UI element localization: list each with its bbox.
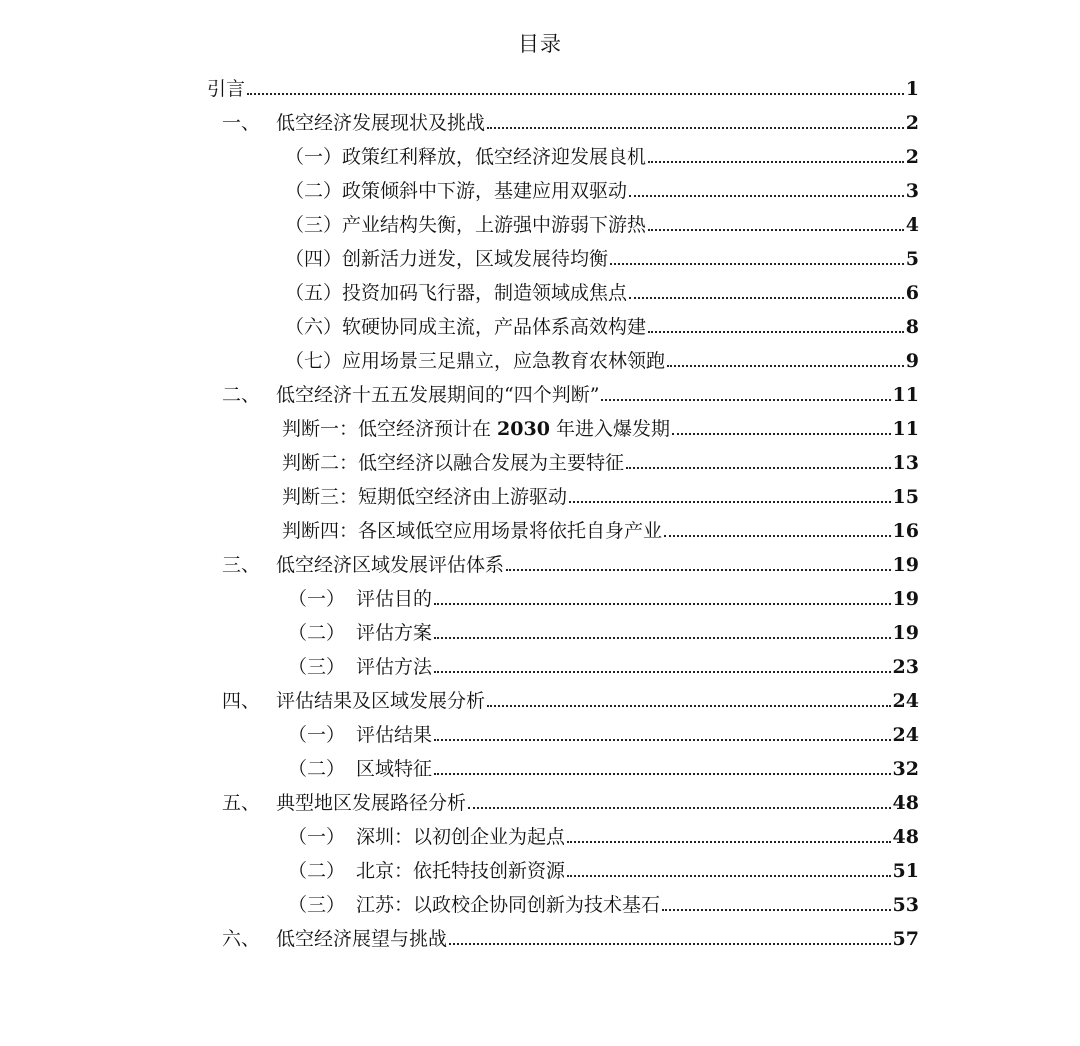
dot-leader <box>629 296 904 299</box>
toc-entry-section-3-2[interactable] <box>288 616 919 646</box>
dot-leader <box>672 432 891 435</box>
toc-entry-judgment-3[interactable] <box>282 480 919 510</box>
toc-entry-page: 11 <box>892 384 919 406</box>
toc-entry-label: （三）产业结构失衡，上游强中游弱下游热 <box>285 214 647 236</box>
toc-entry-number: 一、 <box>222 112 261 134</box>
toc-entry-chapter-3[interactable] <box>222 548 919 578</box>
dot-leader <box>468 806 891 809</box>
toc-entry-page: 9 <box>905 350 919 372</box>
toc-entry-label: （六）软硬协同成主流，产品体系高效构建 <box>285 316 647 338</box>
toc-entry-number: （二） <box>288 758 346 780</box>
toc-entry-chapter-1[interactable] <box>222 106 919 136</box>
toc-label-year: 2030 <box>497 418 550 440</box>
toc-entry-judgment-2[interactable] <box>282 446 919 476</box>
toc-entry-label: （七）应用场景三足鼎立，应急教育农林领跑 <box>285 350 666 372</box>
toc-entry-intro[interactable] <box>207 72 919 102</box>
toc-entry-page: 48 <box>892 826 919 848</box>
toc-entry-label: 判断四：各区域低空应用场景将依托自身产业 <box>282 520 663 542</box>
toc-entry-label: （五）投资加码飞行器，制造领域成焦点 <box>285 282 628 304</box>
toc-entry-judgment-1[interactable] <box>282 412 919 442</box>
toc-entry-section-1-1[interactable] <box>285 140 919 170</box>
dot-leader <box>648 330 904 333</box>
toc-entry-label: 低空经济展望与挑战 <box>276 928 448 950</box>
toc-entry-label: 评估方法 <box>356 656 433 678</box>
toc-entry-page: 19 <box>892 622 919 644</box>
toc-label-text: 判断一：低空经济预计在 <box>282 418 498 440</box>
toc-entry-chapter-6[interactable] <box>222 922 919 952</box>
toc-entry-page: 24 <box>892 724 919 746</box>
dot-leader <box>664 534 891 537</box>
toc-entry-page: 1 <box>905 78 919 100</box>
toc-entry-page: 19 <box>892 554 919 576</box>
toc-entry-page: 5 <box>905 248 919 270</box>
toc-entry-label: 江苏：以政校企协同创新为技术基石 <box>356 894 661 916</box>
toc-entry-chapter-5[interactable] <box>222 786 919 816</box>
dot-leader <box>601 398 890 401</box>
toc-entry-page: 2 <box>905 146 919 168</box>
toc-entry-section-5-2[interactable] <box>288 854 919 884</box>
toc-entry-section-1-7[interactable] <box>285 344 919 374</box>
toc-entry-label: （一）政策红利释放，低空经济迎发展良机 <box>285 146 647 168</box>
toc-entry-label: 典型地区发展路径分析 <box>276 792 467 814</box>
dot-leader <box>626 466 891 469</box>
dot-leader <box>487 704 891 707</box>
toc-entry-label: 低空经济发展现状及挑战 <box>276 112 486 134</box>
toc-entry-page: 24 <box>892 690 919 712</box>
toc-entry-page: 57 <box>892 928 919 950</box>
dot-leader <box>434 636 891 639</box>
toc-entry-page: 23 <box>892 656 919 678</box>
dot-leader <box>449 942 891 945</box>
toc-entry-label: 低空经济十五五发展期间的“四个判断” <box>276 384 600 406</box>
toc-entry-label: 引言 <box>207 78 246 100</box>
dot-leader <box>567 874 891 877</box>
dot-leader <box>648 228 904 231</box>
toc-entry-section-5-1[interactable] <box>288 820 919 850</box>
toc-entry-label: （二）政策倾斜中下游，基建应用双驱动 <box>285 180 628 202</box>
toc-entry-section-1-5[interactable] <box>285 276 919 306</box>
page-title: 目录 <box>518 32 562 56</box>
toc-entry-number: 三、 <box>222 554 261 576</box>
toc-entry-page: 13 <box>892 452 919 474</box>
dot-leader <box>434 772 891 775</box>
dot-leader <box>506 568 891 571</box>
toc-entry-number: （二） <box>288 622 346 644</box>
dot-leader <box>667 364 904 367</box>
toc-entry-section-3-3[interactable] <box>288 650 919 680</box>
toc-entry-section-5-3[interactable] <box>288 888 919 918</box>
toc-entry-number: （三） <box>288 894 346 916</box>
dot-leader <box>629 194 904 197</box>
toc-entry-page: 19 <box>892 588 919 610</box>
toc-entry-section-4-2[interactable] <box>288 752 919 782</box>
toc-entry-number: （一） <box>288 724 346 746</box>
dot-leader <box>247 92 904 95</box>
toc-entry-page: 11 <box>892 418 919 440</box>
toc-entry-judgment-4[interactable] <box>282 514 919 544</box>
dot-leader <box>610 262 904 265</box>
toc-entry-page: 48 <box>892 792 919 814</box>
toc-entry-label: 判断三：短期低空经济由上游驱动 <box>282 486 568 508</box>
toc-entry-section-1-2[interactable] <box>285 174 919 204</box>
toc-entry-page: 15 <box>892 486 919 508</box>
dot-leader <box>569 500 891 503</box>
toc-entry-chapter-2[interactable] <box>222 378 919 408</box>
toc-entry-label: 评估目的 <box>356 588 433 610</box>
toc-entry-section-1-4[interactable] <box>285 242 919 272</box>
toc-entry-number: （一） <box>288 826 346 848</box>
dot-leader <box>434 602 891 605</box>
dot-leader <box>434 738 891 741</box>
toc-entry-page: 6 <box>905 282 919 304</box>
dot-leader <box>648 160 904 163</box>
toc-entry-chapter-4[interactable] <box>222 684 919 714</box>
toc-label-text: 年进入爆发期 <box>549 418 670 440</box>
toc-entry-label: 北京：依托特技创新资源 <box>356 860 566 882</box>
toc-entry-section-3-1[interactable] <box>288 582 919 612</box>
toc-entry-number: 二、 <box>222 384 261 406</box>
toc-entry-label <box>282 416 670 442</box>
toc-entry-number: 五、 <box>222 792 261 814</box>
toc-entry-label: 评估结果 <box>356 724 433 746</box>
toc-entry-page: 2 <box>905 112 919 134</box>
toc-entry-page: 32 <box>892 758 919 780</box>
toc-entry-label: 低空经济区域发展评估体系 <box>276 554 505 576</box>
toc-entry-section-4-1[interactable] <box>288 718 919 748</box>
dot-leader <box>662 908 891 911</box>
dot-leader <box>434 670 891 673</box>
toc-entry-page: 16 <box>892 520 919 542</box>
toc-entry-section-1-6[interactable] <box>285 310 919 340</box>
toc-entry-number: 四、 <box>222 690 261 712</box>
dot-leader <box>487 126 904 129</box>
toc-entry-page: 51 <box>892 860 919 882</box>
toc-entry-label: （四）创新活力迸发，区域发展待均衡 <box>285 248 609 270</box>
toc-entry-label: 深圳：以初创企业为起点 <box>356 826 566 848</box>
toc-entry-number: （一） <box>288 588 346 610</box>
toc-entry-section-1-3[interactable] <box>285 208 919 238</box>
toc-entry-number: （二） <box>288 860 346 882</box>
toc-entry-label: 判断二：低空经济以融合发展为主要特征 <box>282 452 625 474</box>
toc-entry-label: 区域特征 <box>356 758 433 780</box>
toc-entry-label: 评估结果及区域发展分析 <box>276 690 486 712</box>
toc-entry-page: 8 <box>905 316 919 338</box>
toc-entry-page: 53 <box>892 894 919 916</box>
toc-entry-label: 评估方案 <box>356 622 433 644</box>
dot-leader <box>567 840 891 843</box>
toc-entry-number: 六、 <box>222 928 261 950</box>
toc-entry-number: （三） <box>288 656 346 678</box>
toc-entry-page: 3 <box>905 180 919 202</box>
toc-entry-page: 4 <box>905 214 919 236</box>
